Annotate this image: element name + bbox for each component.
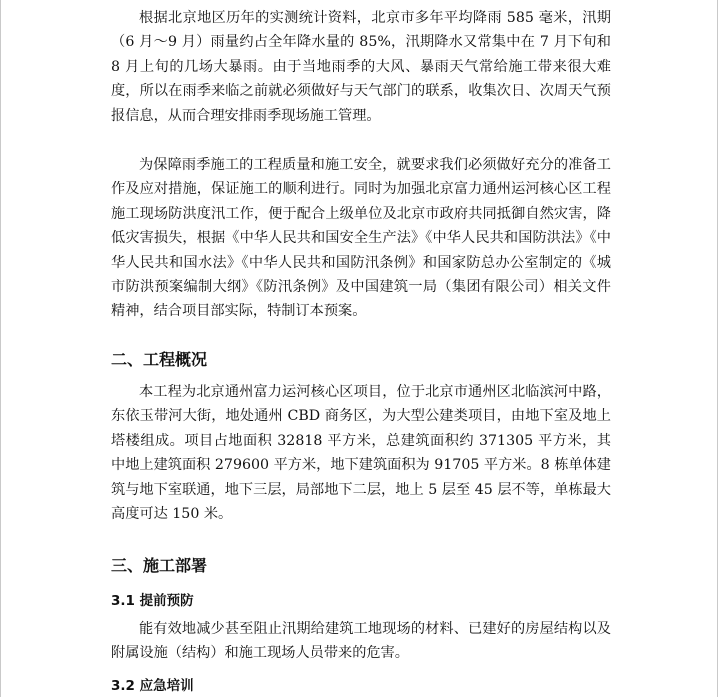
paragraph-rainfall-stats: 根据北京地区历年的实测统计资料，北京市多年平均降雨 585 毫米，汛期（6 月～9 月）雨量约占全年降水量的 85%，汛期降水又常集中在 7 月下旬和 8 月上旬的几场大暴雨。由于当地雨季的大风、暴雨天气常给施工带来很大难度，所以在雨季来临之前就必须做好与天气部门的联系，收集次日、次周天气预报信息，从而合理安排雨季现场施工管理。	[111, 10, 611, 124]
heading-emergency-training: 3.2 应急培训	[111, 678, 194, 694]
heading-project-overview: 二、工程概况	[111, 350, 208, 369]
heading-advance-prevention: 3.1 提前预防	[111, 593, 194, 609]
page-left-border	[0, 0, 1, 697]
paragraph-advance-prevention: 能有效地减少甚至阻止汛期给建筑工地现场的材料、已建好的房屋结构以及附属设施（结构）和施工现场人员带来的危害。	[111, 621, 611, 662]
paragraph-safety-purpose: 为保障雨季施工的工程质量和施工安全，就要求我们必须做好充分的准备工作及应对措施，保证施工的顺利进行。同时为加强北京富力通州运河核心区工程施工现场防洪度汛工作，便于配合上级单位及北京市政府共同抵御自然灾害，降低灾害损失，根据《中华人民共和国安全生产法》《中华人民共和国防洪法》《中华人民共和国水法》《中华人民共和国防汛条例》和国家防总办公室制定的《城市防洪预案编制大纲》《防汛条例》及中国建筑一局（集团有限公司）相关文件精神，结合项目部实际，特制订本预案。	[111, 157, 611, 320]
heading-construction-deployment: 三、施工部署	[111, 556, 208, 575]
paragraph-project-overview: 本工程为北京通州富力运河核心区项目，位于北京市通州区北临滨河中路，东依玉带河大街，地处通州 CBD 商务区，为大型公建类项目，由地下室及地上塔楼组成。项目占地面积 32818 平方米，总建筑面积约 371305 平方米，其中地上建筑面积 279600 平方米，地下建筑面积为 91705 平方米。8 栋单体建筑与地下室联通，地下三层，局部地下二层，地上 5 层至 45 层不等，单栋最大高度可达 150 米。	[111, 384, 611, 523]
